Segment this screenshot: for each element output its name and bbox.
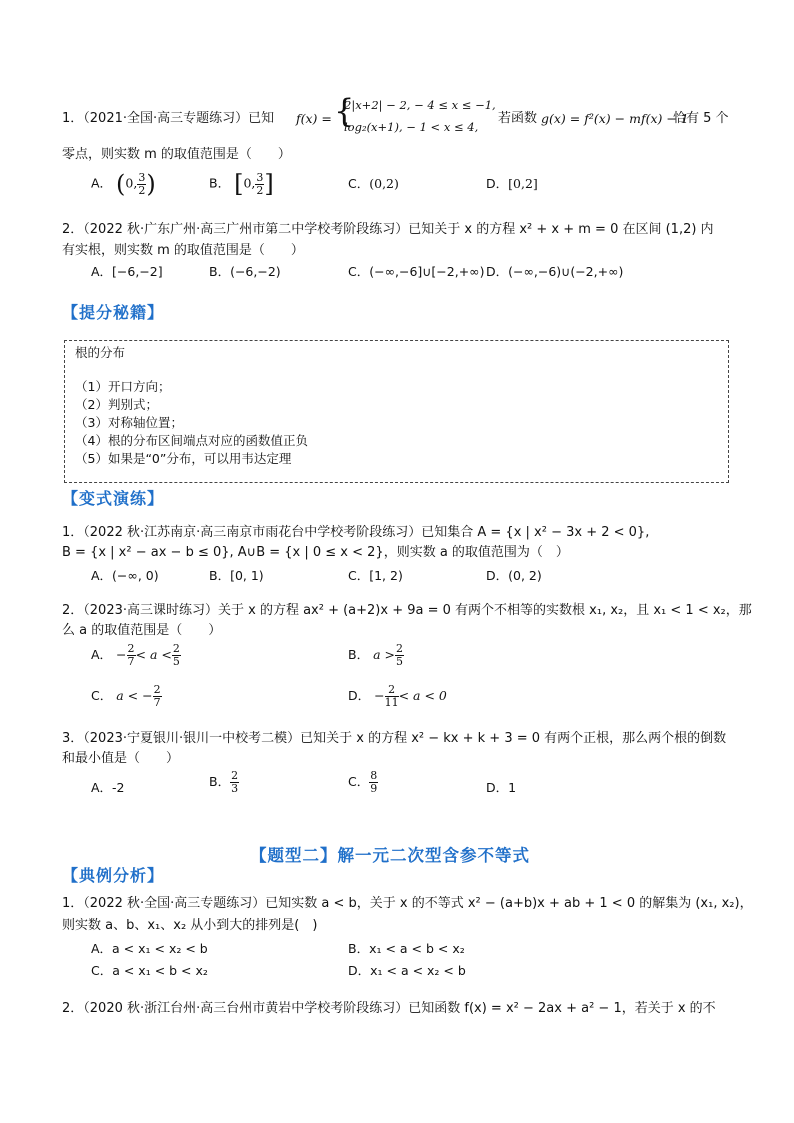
e2-line1: 2．（2020 秋·浙江台州·高三台州市黄岩中学校考阶段练习）已知函数 f(x) = x² − 2ax + a² − 1，若关于 x 的不 — [62, 1001, 716, 1016]
q1-brace: { — [334, 92, 355, 130]
section-type2-heading: 【题型二】解一元二次型含参不等式 — [250, 846, 530, 865]
p3-option-c — [348, 770, 378, 795]
q2-line2: 有实根，则实数 m 的取值范围是（ ） — [62, 243, 304, 258]
q1-prefix: 1．（2021·全国·高三专题练习）已知 — [62, 111, 275, 126]
bracket: [ — [234, 170, 244, 198]
q2-option-a: A．[−6,−2] — [91, 264, 163, 279]
bracket: ] — [264, 170, 274, 198]
q1-piece2: log₂(x+1), − 1 < x ≤ 4, — [344, 120, 479, 134]
option-text: (0,2) — [369, 176, 399, 191]
bracket: ( — [116, 170, 126, 198]
tips-item: （2）判别式； — [75, 397, 158, 412]
option-sign: − — [374, 688, 385, 703]
denominator: 11 — [384, 696, 399, 709]
fraction — [137, 172, 146, 197]
p2-option-c — [91, 684, 162, 709]
p1-option-d: D．(0, 2) — [486, 568, 542, 583]
numerator: 2 — [153, 683, 161, 696]
numerator: 3 — [138, 170, 146, 184]
q1-option-b — [209, 170, 274, 198]
q1-suffix: 恰有 5 个 — [673, 111, 729, 126]
option-text: [0,2] — [508, 176, 538, 191]
q1-option-c — [348, 174, 399, 192]
option-label: C． — [348, 176, 370, 191]
denominator: 5 — [395, 655, 403, 668]
p1-line2: B = {x | x² − ax − b ≤ 0}, A∪B = {x | 0 ≤ x < 2}，则实数 a 的取值范围为（ ） — [62, 545, 569, 560]
p1-option-a: A．(−∞, 0) — [91, 568, 159, 583]
numerator: 8 — [370, 769, 378, 782]
p2-option-d — [348, 684, 447, 709]
denominator: 7 — [153, 696, 161, 709]
option-label: C． — [348, 774, 370, 789]
e1-option-c: C．a < x₁ < b < x₂ — [91, 963, 208, 978]
tips-box — [64, 340, 729, 483]
bracket: ) — [146, 170, 156, 198]
denominator: 2 — [256, 183, 264, 197]
p3-option-b — [209, 770, 239, 795]
p1-option-c: C．[1, 2) — [348, 568, 403, 583]
section-example-heading: 【典例分析】 — [62, 866, 165, 885]
option-label: A． — [91, 647, 113, 662]
e1-line1: 1．（2022 秋·全国·高三专题练习）已知实数 a < b，关于 x 的不等式 x² − (a+b)x + ab + 1 < 0 的解集为 (x₁, x₂)， — [62, 896, 753, 911]
e1-option-b: B．x₁ < a < b < x₂ — [348, 941, 465, 956]
option-text: a < − — [116, 688, 153, 703]
section-practice-heading: 【变式演练】 — [62, 489, 165, 508]
option-label: B． — [209, 774, 231, 789]
fraction — [172, 643, 181, 668]
p3-option-d: D．1 — [486, 780, 517, 795]
p3-line1: 3．（2023·宁夏银川·银川一中校考二模）已知关于 x 的方程 x² − kx + k + 3 = 0 有两个正根，那么两个根的倒数 — [62, 731, 727, 746]
fraction — [369, 770, 378, 795]
p2-line2: 么 a 的取值范围是（ ） — [62, 623, 222, 638]
p3-option-a: A．-2 — [91, 780, 125, 795]
option-sign: − — [116, 647, 127, 662]
option-label: D． — [348, 688, 371, 703]
p2-line1: 2．（2023·高三课时练习）关于 x 的方程 ax² + (a+2)x + 9a = 0 有两个不相等的实数根 x₁, x₂，且 x₁ < 1 < x₂，那 — [62, 603, 752, 618]
p2-option-a — [91, 643, 181, 668]
tips-title: 根的分布 — [75, 345, 126, 360]
fraction — [153, 684, 162, 709]
option-label: B． — [348, 647, 370, 662]
denominator: 2 — [138, 183, 146, 197]
denominator: 3 — [231, 782, 239, 795]
numerator: 2 — [127, 642, 135, 655]
option-text: < a < 0 — [398, 688, 447, 703]
e1-option-d: D．x₁ < a < x₂ < b — [348, 963, 466, 978]
option-lead: 0, — [125, 175, 138, 191]
q1-option-d — [486, 174, 538, 192]
option-label: A． — [91, 175, 113, 191]
tips-item: （3）对称轴位置； — [75, 415, 183, 430]
q1-mid: 若函数 — [498, 111, 538, 126]
fraction — [385, 684, 399, 709]
denominator: 5 — [172, 655, 180, 668]
option-text: < a < — [135, 647, 172, 662]
numerator: 2 — [385, 684, 399, 697]
q1-fx: f(x) = — [296, 111, 332, 126]
tips-item: （4）根的分布区间端点对应的函数值正负 — [75, 433, 308, 448]
numerator: 2 — [231, 769, 239, 782]
p2-option-b — [348, 643, 404, 668]
numerator: 3 — [256, 170, 264, 184]
section-tips-heading: 【提分秘籍】 — [62, 303, 165, 322]
q2-line1: 2．（2022 秋·广东广州·高三广州市第二中学校考阶段练习）已知关于 x 的方程 x² + x + m = 0 在区间 (1,2) 内 — [62, 222, 714, 237]
option-label: D． — [486, 176, 509, 191]
tips-item: （1）开口方向； — [75, 379, 171, 394]
denominator: 9 — [370, 782, 378, 795]
numerator: 2 — [395, 642, 403, 655]
q2-option-d: D．(−∞,−6)∪(−2,+∞) — [486, 264, 624, 279]
p1-line1: 1．（2022 秋·江苏南京·高三南京市雨花台中学校考阶段练习）已知集合 A = {x | x² − 3x + 2 < 0}, — [62, 525, 650, 540]
q2-option-c: C．(−∞,−6]∪[−2,+∞) — [348, 264, 485, 279]
p1-option-b: B．[0, 1) — [209, 568, 264, 583]
e1-option-a: A．a < x₁ < x₂ < b — [91, 941, 208, 956]
fraction — [395, 643, 404, 668]
e1-line2: 则实数 a、b、x₁、x₂ 从小到大的排列是( ) — [62, 918, 318, 933]
option-label: C． — [91, 688, 113, 703]
numerator: 2 — [172, 642, 180, 655]
fraction — [127, 643, 136, 668]
fraction — [230, 770, 239, 795]
tips-item: （5）如果是“0”分布，可以用韦达定理 — [75, 451, 292, 466]
q1-option-a — [91, 170, 156, 198]
q1-gx: g(x) = f²(x) − mf(x) − 1 — [541, 111, 689, 126]
denominator: 7 — [127, 655, 135, 668]
q1-line2: 零点，则实数 m 的取值范围是（ ） — [62, 147, 291, 162]
q1-piece1: 2|x+2| − 2, − 4 ≤ x ≤ −1, — [344, 98, 496, 112]
q2-option-b: B．(−6,−2) — [209, 264, 281, 279]
option-text: a > — [373, 647, 395, 662]
option-label: B． — [209, 175, 231, 191]
p3-line2: 和最小值是（ ） — [62, 751, 180, 766]
option-lead: 0, — [243, 175, 256, 191]
